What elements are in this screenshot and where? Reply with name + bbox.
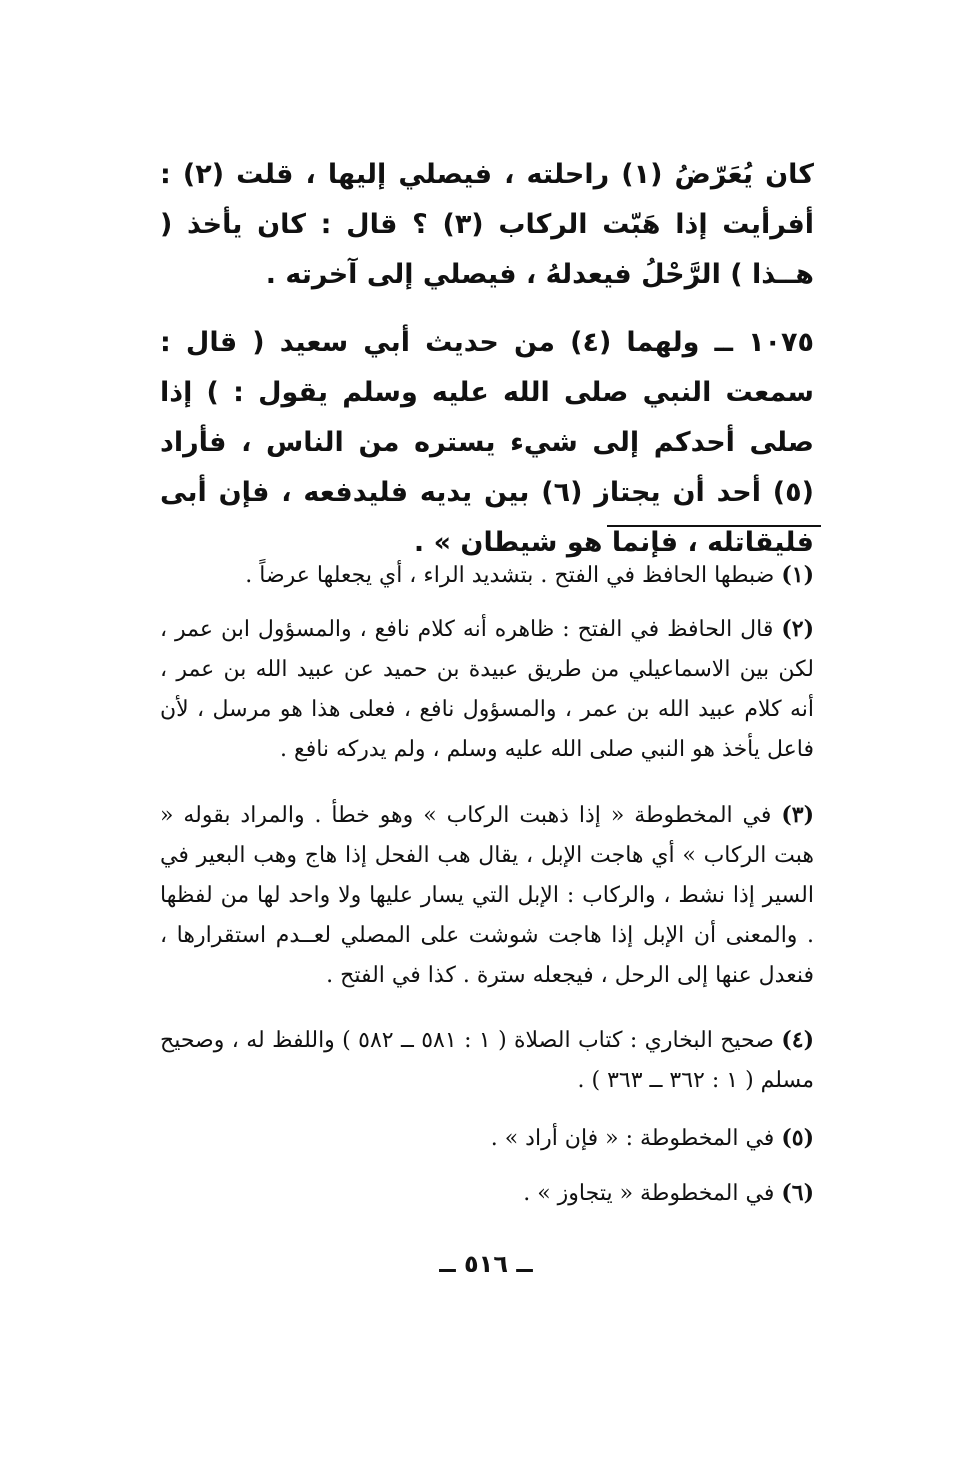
footnote-1 [160, 555, 814, 596]
footnote-number: (٦) [781, 1180, 814, 1206]
footnote-6 [160, 1173, 814, 1214]
footnote-3 [160, 795, 814, 996]
footnote-5 [160, 1118, 814, 1159]
footnote-2 [160, 609, 814, 770]
page-number: ــ ٥١٦ ــ [439, 1250, 533, 1278]
hadith-number: ١٠٧٥ [748, 327, 814, 358]
main-paragraph-1 [160, 150, 814, 300]
footnote-number: (٥) [781, 1125, 814, 1151]
main-paragraph-2-text: ــ ولهما (٤) من حديث أبي سعيد ( قال : سمعت النبي صلى الله عليه وسلم يقول : ) إذا صلى أحدكم إلى شيء يستره من الناس ، فأراد (٥) أحد أن يجتاز (٦) بين يديه فليدفعه ، فإن أبى فليقاتله ، فإنما هو شيطان » . [160, 327, 814, 558]
footnote-text: قال الحافظ في الفتح : ظاهره أنه كلام نافع ، والمسؤول ابن عمر ، لكن بين الاسماعيلي من طريق عبيدة بن حميد عن عبيد الله بن عمر ، أنه كلام عبيد الله بن عمر ، والمسؤول نافع ، فعلى هذا هو مرسل ، لأن فاعل يأخذ هو النبي صلى الله عليه وسلم ، ولم يدركه نافع . [160, 617, 814, 762]
footnote-text: صحيح البخاري : كتاب الصلاة ( ١ : ٥٨١ ــ ٥٨٢ ) واللفظ له ، وصحيح مسلم ( ١ : ٣٦٢ ــ ٣٦٣ ) . [160, 1028, 814, 1093]
footnote-text: ضبطها الحافظ في الفتح . بتشديد الراء ، أي يجعلها عرضاً . [245, 563, 782, 588]
footnote-number: (٣) [781, 802, 814, 828]
main-paragraph-2 [160, 318, 814, 568]
footnote-divider [607, 525, 821, 527]
footnote-text: في المخطوطة « إذا ذهبت الركاب » وهو خطأ . والمراد بقوله « هبت الركاب » أي هاجت الإبل ، يقال هب الفحل إذا هاج وهب البعير في السير إذا نشط ، والركاب : الإبل التي يسار عليها ولا واحد لها من لفظها . والمعنى أن الإبل إذا هاجت شوشت على المصلي لعــدم استقرارها ، فنعدل عنها إلى الرحل ، فيجعله سترة . كذا في الفتح . [160, 803, 814, 988]
footnote-number: (٤) [781, 1027, 814, 1053]
footnote-4 [160, 1020, 814, 1101]
footnote-text: في المخطوطة : « فإن أراد » . [490, 1126, 782, 1151]
footnote-number: (٢) [781, 616, 814, 642]
main-paragraph-1-text: كان يُعَرّضُ (١) راحلته ، فيصلي إليها ، قلت (٢) : أفرأيت إذا هَبّت الركاب (٣) ؟ قال : كان يأخذ ( هــذا ) الرَّحْلُ فيعدلهُ ، فيصلي إلى آخرته . [160, 159, 814, 290]
footnote-number: (١) [781, 562, 814, 588]
footnote-text: في المخطوطة « يتجاوز » . [523, 1181, 782, 1206]
